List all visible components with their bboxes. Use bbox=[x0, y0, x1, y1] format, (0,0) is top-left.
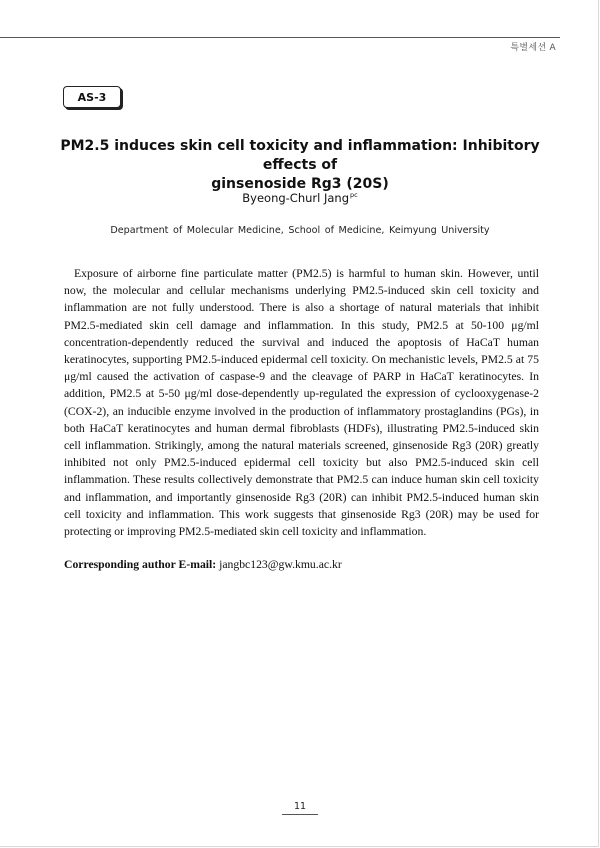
corresponding-author bbox=[64, 556, 539, 573]
page-number-rule bbox=[282, 814, 318, 815]
paper-title-line-1: PM2.5 induces skin cell toxicity and inflammation: Inhibitory effects of bbox=[60, 138, 540, 173]
author-affiliation: Department of Molecular Medicine, School of Medicine, Keimyung University bbox=[110, 225, 490, 236]
author-superscript: pc bbox=[350, 191, 358, 199]
session-code-badge: AS-3 bbox=[63, 86, 121, 108]
corresponding-author-label: Corresponding author E-mail: bbox=[64, 558, 217, 571]
author-line bbox=[0, 191, 600, 205]
corresponding-author-email: jangbc123@gw.kmu.ac.kr bbox=[219, 558, 342, 571]
paper-title-line-2: ginsenoside Rg3 (20S) bbox=[211, 176, 389, 192]
author-name: Byeong-Churl Jang bbox=[242, 191, 350, 205]
section-header-label: 특별세션 A bbox=[510, 43, 556, 53]
header-rule bbox=[0, 37, 560, 38]
abstract-body: Exposure of airborne fine particulate matter (PM2.5) is harmful to human skin. However, until now, the molecular and cellular mechanisms underlying PM2.5-induced skin cell toxicity and inflammation are not fully understood. There is also a shortage of natural materials that inhibit PM2.5-mediated skin cell damage and inflammation. In this study, PM2.5 at 50-100 μg/ml concentration-dependently reduced the survival and induced the apoptosis of HaCaT human keratinocytes, supporting PM2.5-induced epidermal cell toxicity. On mechanistic levels, PM2.5 at 75 μg/ml caused the activation of caspase-9 and the cleavage of PARP in HaCaT keratinocytes. In addition, PM2.5 at 5-50 μg/ml dose-dependently up-regulated the expression of cyclooxygenase-2 (COX-2), an inducible enzyme involved in the production of inflammatory prostaglandins (PGs), in both HaCaT keratinocytes and human dermal fibroblasts (HDFs), illustrating PM2.5-induced skin cell inflammation. Strikingly, among the natural materials screened, ginsenoside Rg3 (20R) greatly inhibited not only PM2.5-induced epidermal cell toxicity but also PM2.5-induced skin cell inflammation. These results collectively demonstrate that PM2.5 can induce human skin cell toxicity and inflammation, and importantly ginsenoside Rg3 (20R) can inhibit PM2.5-induced human skin cell toxicity and inflammation. This work suggests that ginsenoside Rg3 (20R) may be used for protecting or improving PM2.5-mediated skin cell toxicity and inflammation. bbox=[64, 267, 539, 539]
paper-title bbox=[50, 137, 550, 194]
page-number: 11 bbox=[293, 801, 307, 812]
